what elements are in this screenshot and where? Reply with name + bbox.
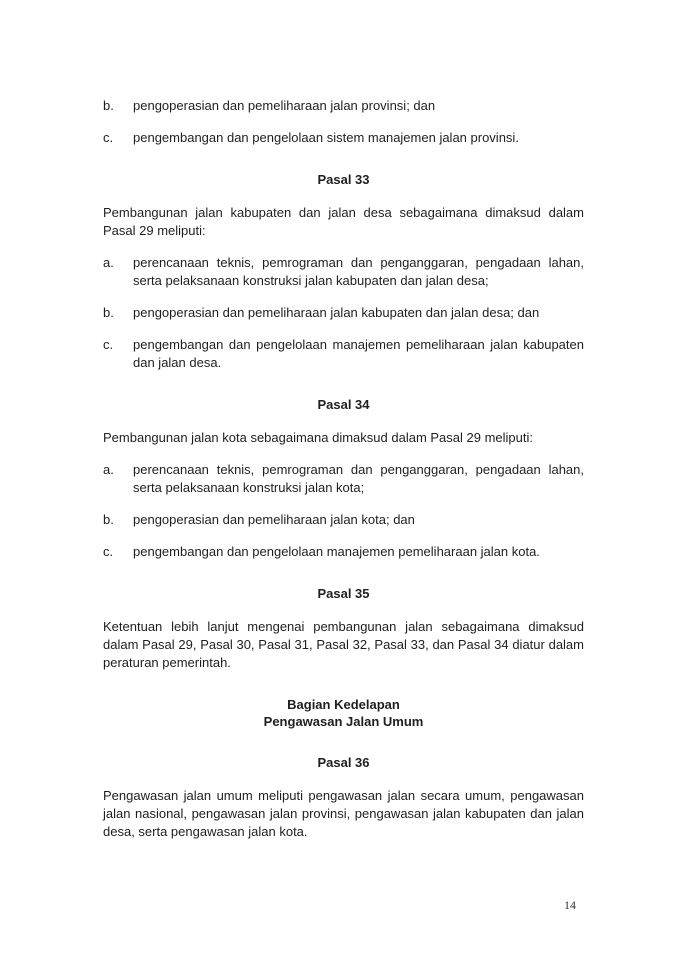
article-intro-paragraph: Pembangunan jalan kota sebagaimana dimaksud dalam Pasal 29 meliputi: <box>103 430 533 445</box>
list-item-text: perencanaan teknis, pemrograman dan penganggaran, pengadaan lahan, serta pelaksanaan konstruksi jalan kota; <box>133 462 584 495</box>
list-marker: c. <box>103 337 114 352</box>
article-heading-pasal-34: Pasal 34 <box>317 397 370 412</box>
list-item <box>103 97 584 115</box>
list-item-text: pengembangan dan pengelolaan manajemen pemeliharaan jalan kota. <box>133 544 540 559</box>
list-item-text: pengembangan dan pengelolaan sistem manajemen jalan provinsi. <box>133 130 519 145</box>
list-item-text: perencanaan teknis, pemrograman dan penganggaran, pengadaan lahan, serta pelaksanaan konstruksi jalan kabupaten dan jalan desa; <box>133 255 584 288</box>
article-heading-pasal-36: Pasal 36 <box>317 755 370 770</box>
article-body-paragraph: Pengawasan jalan umum meliputi pengawasan jalan secara umum, pengawasan jalan nasional, pengawasan jalan provinsi, pengawasan jalan kabupaten dan jalan desa, serta pengawasan jalan kota. <box>103 788 584 839</box>
list-marker: c. <box>103 130 114 145</box>
section-heading-bagian-kedelapan <box>103 696 584 730</box>
list-marker: a. <box>103 462 114 477</box>
list-marker: c. <box>103 544 114 559</box>
list-item-text: pengoperasian dan pemeliharaan jalan kota; dan <box>133 512 415 527</box>
list-item <box>103 254 584 290</box>
section-heading-line2: Pengawasan Jalan Umum <box>263 714 424 729</box>
list-item <box>103 511 584 529</box>
list-marker: b. <box>103 98 114 113</box>
list-item-text: pengembangan dan pengelolaan manajemen pemeliharaan jalan kabupaten dan jalan desa. <box>133 337 584 370</box>
list-item-text: pengoperasian dan pemeliharaan jalan provinsi; dan <box>133 98 436 113</box>
document-content <box>103 0 584 855</box>
list-marker: b. <box>103 512 114 527</box>
list-item-text: pengoperasian dan pemeliharaan jalan kabupaten dan jalan desa; dan <box>133 305 540 320</box>
article-intro-paragraph: Pembangunan jalan kabupaten dan jalan desa sebagaimana dimaksud dalam Pasal 29 meliputi: <box>103 205 584 238</box>
list-item <box>103 461 584 497</box>
list-item <box>103 304 584 322</box>
page-number: 14 <box>564 898 576 912</box>
section-heading-line1: Bagian Kedelapan <box>287 697 400 712</box>
article-heading-pasal-35: Pasal 35 <box>317 586 370 601</box>
list-item <box>103 336 584 372</box>
list-item <box>103 129 584 147</box>
list-marker: b. <box>103 305 114 320</box>
article-heading-pasal-33: Pasal 33 <box>317 172 370 187</box>
list-marker: a. <box>103 255 114 270</box>
list-item <box>103 543 584 561</box>
article-body-paragraph: Ketentuan lebih lanjut mengenai pembangunan jalan sebagaimana dimaksud dalam Pasal 29, Pasal 30, Pasal 31, Pasal 32, Pasal 33, dan Pasal 34 diatur dalam peraturan pemerintah. <box>103 619 584 670</box>
